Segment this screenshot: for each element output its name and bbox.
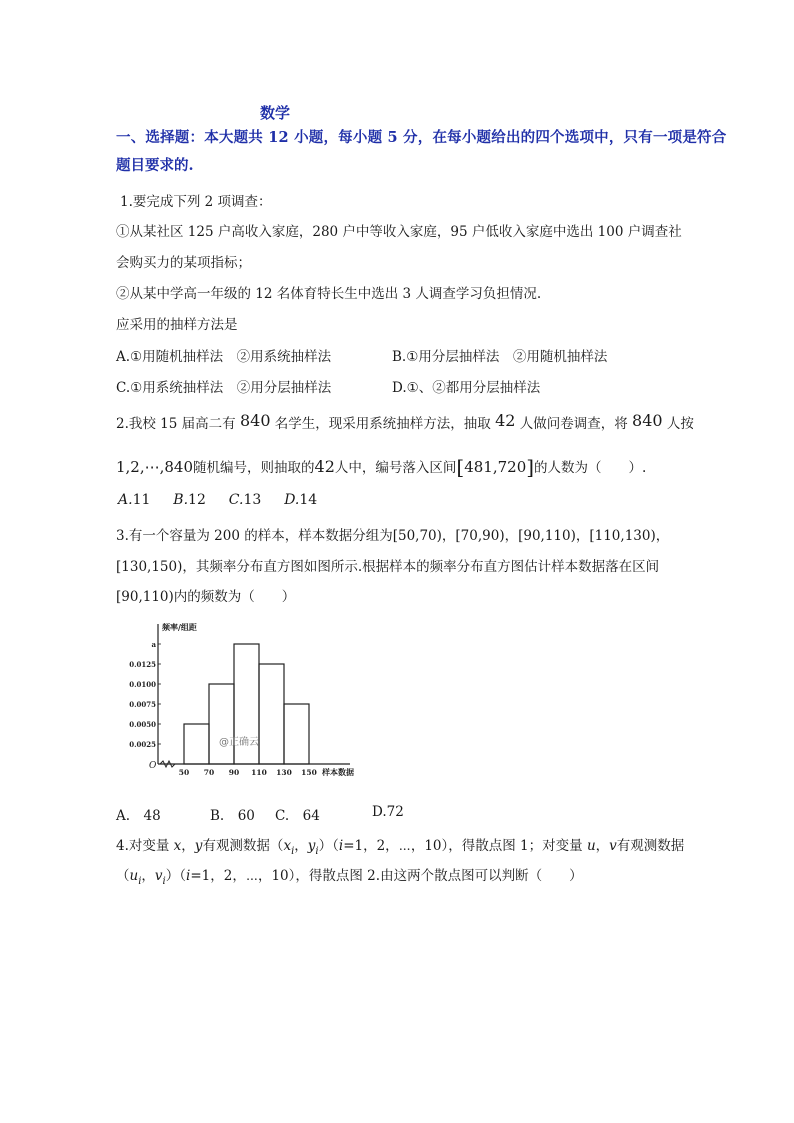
q2-options xyxy=(118,492,317,508)
page-title: 数学 xyxy=(260,104,291,122)
histogram-bar xyxy=(284,704,309,764)
y-tick-label: 0.0075 xyxy=(129,700,156,709)
q2-line1 xyxy=(116,411,694,432)
q4-text-g: ）（ xyxy=(165,868,186,884)
q1-item1-line1: ①从某社区 125 户高收入家庭，280 户中等收入家庭，95 户低收入家庭中选出 100 户调查社 xyxy=(116,224,682,240)
q2-option-d-label: D. xyxy=(284,492,300,508)
q4-text-c: ）（ xyxy=(318,838,339,854)
q2-option-b-label: B. xyxy=(173,492,189,508)
q3-line2: [130,150)，其频率分布直方图如图所示.根据样本的频率分布直方图估计样本数据落在区间 xyxy=(116,559,660,575)
q1-ask: 应采用的抽样方法是 xyxy=(116,317,238,333)
q4-sep: ， xyxy=(181,838,195,854)
q4-text-h: =1，2，⋯，10），得散点图 2.由这两个散点图可以判断（ ） xyxy=(190,868,583,884)
histogram-chart xyxy=(129,618,370,778)
q2-n42-b: 42 xyxy=(314,457,335,476)
q4-var-i: i xyxy=(338,838,344,854)
q4-text-e: 有观测数据 xyxy=(616,838,685,854)
histogram-bar xyxy=(259,664,284,764)
y-axis-label: 频率/组距 xyxy=(162,622,197,632)
q2-text-e: 随机编号，则抽取的 xyxy=(193,460,315,476)
q4-text-d: =1，2，⋯，10），得散点图 1；对变量 xyxy=(343,838,587,854)
q3-line1: 3.有一个容量为 200 的样本，样本数据分组为[50,70)，[70,90)，[90,110)，[110,130)， xyxy=(116,528,670,544)
q3-option-d: D.72 xyxy=(372,804,404,820)
y-tick-label: 0.0100 xyxy=(129,680,156,689)
q1-option-c: C.①用系统抽样法 ②用分层抽样法 xyxy=(116,380,332,396)
q2-text-a: 2.我校 15 届高二有 xyxy=(116,416,236,432)
q4-sub-i2: i xyxy=(315,846,319,857)
q2-interval: 481,720 xyxy=(464,458,527,476)
origin-label: O xyxy=(149,761,157,771)
q4-text-f: （ xyxy=(116,868,130,884)
x-tick-label: 90 xyxy=(228,768,240,777)
q1-option-d: D.①、②都用分层抽样法 xyxy=(392,380,541,396)
q2-text-g: 的人数为（ ）. xyxy=(534,460,647,476)
y-tick-label: 0.0050 xyxy=(129,720,156,729)
y-tick-label: 0.0125 xyxy=(129,660,156,669)
q2-option-a-label: A. xyxy=(118,492,133,508)
q2-option-a-value: 11 xyxy=(132,492,151,508)
q1-item1-line2: 会购买力的某项指标； xyxy=(116,255,251,271)
q4-var-vi: v xyxy=(154,868,163,884)
q2-text-d: 人按 xyxy=(666,416,694,432)
y-tick-label: a xyxy=(151,640,156,649)
q4-comma2: ， xyxy=(141,868,155,884)
section-heading-line1: 一、选择题：本大题共 12 小题，每小题 5 分，在每小题给出的四个选项中，只有一项是符合 xyxy=(116,129,727,146)
q2-n840-b: 840 xyxy=(632,411,663,430)
q4-sub-i: i xyxy=(291,846,295,857)
q1-stem: 1.要完成下列 2 项调查： xyxy=(120,194,272,210)
q4-sub-i4: i xyxy=(162,876,166,887)
q3-option-c: C. 64 xyxy=(275,808,320,824)
q2-text-f: 人中，编号落入区间 xyxy=(334,460,457,476)
y-tick-label: 0.0025 xyxy=(129,740,156,749)
q2-text-c: 人做问卷调查，将 xyxy=(519,416,628,432)
section-heading-line2: 题目要求的. xyxy=(116,157,194,174)
q2-bracket-right: ] xyxy=(526,455,535,479)
q2-line2 xyxy=(116,455,646,479)
q1-item2: ②从某中学高一年级的 12 名体育特长生中选出 3 人调查学习负担情况. xyxy=(116,286,542,302)
histogram-bar xyxy=(184,724,209,764)
q4-comma: ， xyxy=(294,838,308,854)
q2-bracket-left: [ xyxy=(456,455,465,479)
q4-sep2: ， xyxy=(595,838,610,854)
x-tick-label: 110 xyxy=(251,768,267,777)
q4-line2 xyxy=(116,864,583,887)
q2-n42: 42 xyxy=(495,411,516,430)
q1-option-b: B.①用分层抽样法 ②用随机抽样法 xyxy=(392,349,608,365)
q4-var-x: x xyxy=(173,838,182,854)
q2-option-c-label: C. xyxy=(228,492,244,508)
q4-var-v: v xyxy=(609,838,617,854)
q2-option-c-value: 13 xyxy=(243,492,262,508)
q3-option-b: B. 60 xyxy=(210,808,255,824)
q4-var-ui: u xyxy=(129,868,139,884)
q4-var-yi: y xyxy=(307,838,316,854)
q4-line1 xyxy=(116,834,684,857)
q1-option-a: A.①用随机抽样法 ②用系统抽样法 xyxy=(116,349,332,365)
q2-option-b-value: 12 xyxy=(188,492,206,508)
q4-sub-i3: i xyxy=(138,876,142,887)
x-tick-label: 130 xyxy=(276,768,292,777)
q4-var-xi: x xyxy=(283,838,292,854)
q3-option-a: A. 48 xyxy=(116,808,161,824)
histogram-bar xyxy=(209,684,234,764)
x-axis-label: 样本数据 xyxy=(322,767,354,777)
q2-text-b: 名学生，现采用系统抽样方法，抽取 xyxy=(274,416,491,432)
x-tick-label: 150 xyxy=(301,768,317,777)
q4-var-y: y xyxy=(194,838,203,854)
x-tick-label: 70 xyxy=(203,768,215,777)
q3-line3: [90,110)内的频数为（ ） xyxy=(116,589,296,605)
watermark: @正确云 xyxy=(219,737,259,748)
q2-n840: 840 xyxy=(239,411,271,430)
q4-var-u: u xyxy=(586,838,596,854)
x-tick-label: 50 xyxy=(178,768,190,777)
q4-var-i2: i xyxy=(186,868,191,884)
q2-seq: 1,2,⋯,840 xyxy=(116,458,194,476)
q4-text-a: 4.对变量 xyxy=(116,838,174,854)
q2-option-d-value: 14 xyxy=(299,492,318,508)
q4-text-b: 有观测数据（ xyxy=(202,838,284,854)
